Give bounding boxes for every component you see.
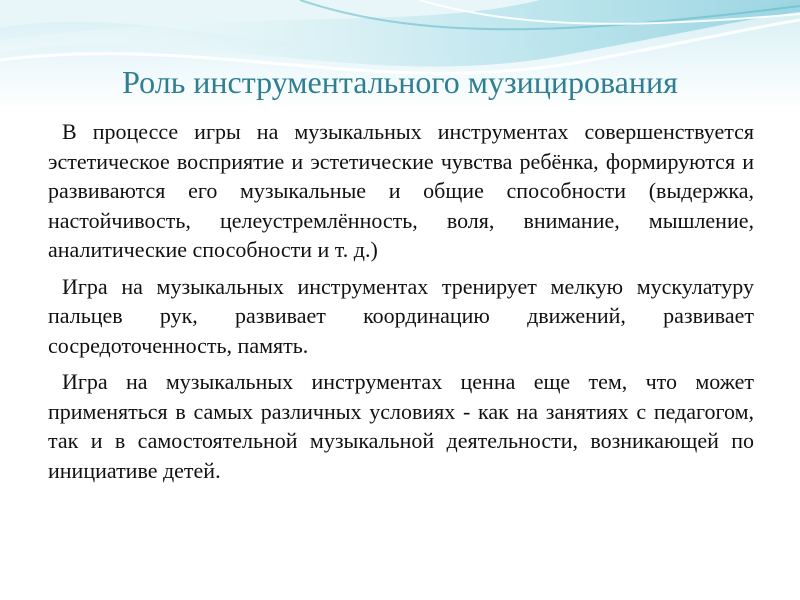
slide-title: Роль инструментального музицирования [122,64,678,100]
slide-body [48,117,754,492]
paragraph-3: Игра на музыкальных инструментах ценна еще тем, что может применяться в самых различных условиях - как на занятиях с педагогом, так и в самостоятельной музыкальной деятельности, возникающей по инициативе детей. [48,369,754,483]
paragraph-1: В процессе игры на музыкальных инструментах совершенствуется эстетическое восприятие и эстетические чувства ребёнка, формируются и развиваются его музыкальные и общие способности (выдержка, настойчивость, целеустремлённость, воля, внимание, мышление, аналитические способности и т. д.) [48,119,754,262]
paragraph-2: Игра на музыкальных инструментах тренирует мелкую мускулатуру пальцев рук, развивает координацию движений, развивает сосредоточенность, память. [48,273,754,358]
